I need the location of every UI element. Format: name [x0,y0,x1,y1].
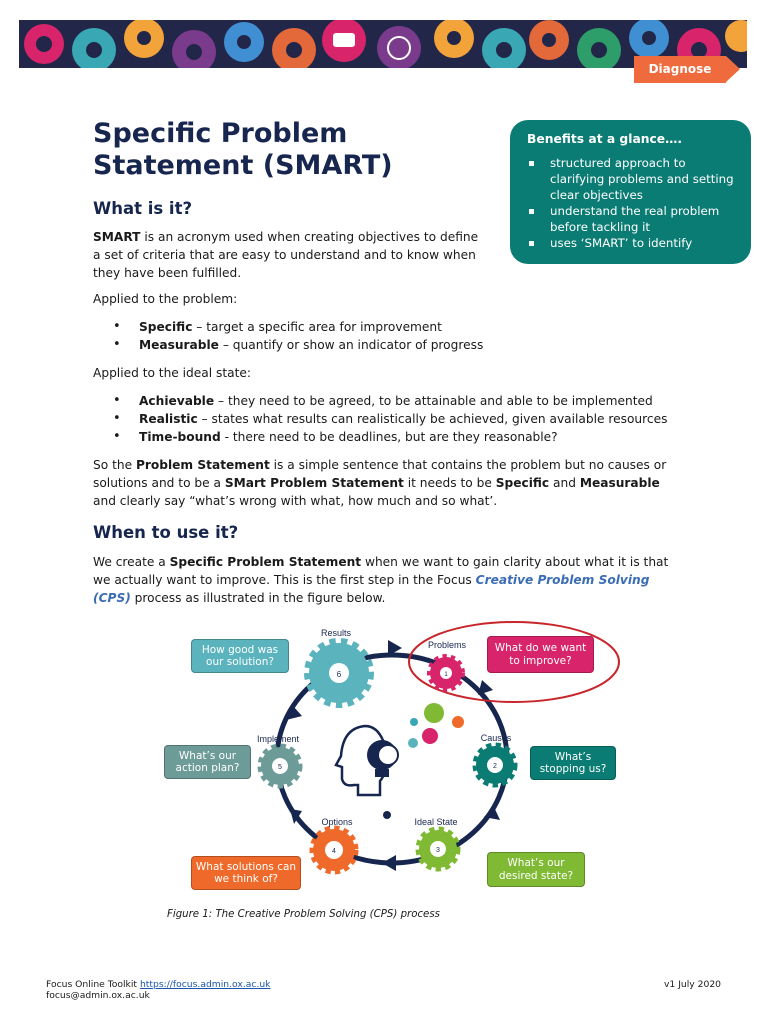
callout-results: How good was our solution? [191,639,289,673]
benefit-item: structured approach to clarifying problems and setting clear objectives [527,155,742,203]
criteria-term: Measurable [139,338,219,352]
gear-number: 6 [336,670,342,679]
summary-text: and [549,476,580,490]
gear-label-options: Options [321,817,353,827]
criteria-text: – target a specific area for improvement [192,320,442,334]
footer-left [46,979,271,1001]
gear-problems [428,640,467,689]
gear-label-ideal-state: Ideal State [414,817,458,827]
problem-criteria-list [93,318,483,354]
gear-causes [476,733,514,784]
footer-org: Focus Online Toolkit [46,979,138,990]
criteria-term: Specific [139,320,193,334]
when-text-part: process as illustrated in the figure below. [130,591,386,605]
criteria-item [93,428,667,446]
problem-statement-summary [93,456,683,510]
when-text [93,553,683,607]
summary-bold: Problem Statement [135,458,270,472]
benefits-box [510,120,751,264]
callout-causes: What’s stopping us? [530,746,616,780]
cps-link[interactable]: Creative Problem Solving (CPS) [93,573,650,605]
gear-label-problems: Problems [427,640,467,650]
arrow-icon [478,680,493,695]
head-lightbulb-icon [336,726,398,819]
what-heading: What is it? [93,199,193,218]
benefits-list [527,155,742,251]
criteria-text: – quantify or show an indicator of progress [218,338,484,352]
callout-problems: What do we want to improve? [487,636,594,673]
criteria-text: - there need to be deadlines, but are they reasonable? [220,430,558,444]
ideal-criteria-list [93,392,667,446]
smart-intro-text: is an acronym used when creating objectives to define a set of criteria that are easy to understand and to know when they have been fulfilled. [93,230,479,280]
benefit-item: understand the real problem before tackling it [527,203,742,235]
gear-options [313,817,355,871]
when-text-part: We create a [93,555,170,569]
summary-text: So the [93,458,136,472]
criteria-term: Time-bound [139,430,221,444]
gear-number: 2 [493,763,497,770]
benefits-title: Benefits at a glance…. [527,132,683,146]
footer-url-link[interactable]: https://focus.admin.ox.ac.uk [139,979,271,990]
ideal-label: Applied to the ideal state: [93,366,252,380]
summary-text: is a simple sentence that contains the problem but no causes or solutions and to be a [93,458,667,490]
smart-term: SMART [93,230,141,244]
smart-intro [93,228,488,282]
small-gears [408,703,464,748]
arrow-icon [382,855,396,871]
criteria-text: – they need to be agreed, to be attainable and able to be implemented [214,394,653,408]
summary-bold: Specific [495,476,550,490]
criteria-item [93,392,667,410]
diagnose-tag: Diagnose [634,56,726,83]
callout-ideal-state: What’s our desired state? [487,852,585,887]
footer-email: focus@admin.ox.ac.uk [46,990,150,1001]
gear-number: 1 [444,672,448,678]
criteria-item [93,410,667,428]
summary-bold: Measurable [579,476,660,490]
gear-label-implement: Implement [256,734,300,744]
gear-label-results: Results [320,628,352,638]
summary-bold: SMart Problem Statement [224,476,404,490]
when-heading: When to use it? [93,523,239,542]
gear-number: 4 [332,848,336,855]
criteria-term: Realistic [139,412,198,426]
callout-implement: What’s our action plan? [164,745,251,779]
gear-label-causes: Causes [480,733,512,743]
gear-number: 3 [436,847,440,854]
gear-implement [257,734,300,785]
gear-ideal-state [414,817,457,868]
footer-version: v1 July 2020 [664,979,722,990]
criteria-item [93,318,483,336]
when-bold: Specific Problem Statement [169,555,362,569]
benefit-item: uses ‘SMART’ to identify [527,235,742,251]
gear-results [309,628,369,703]
summary-text: and clearly say “what’s wrong with what, how much and so what’. [93,494,498,508]
criteria-term: Achievable [139,394,215,408]
criteria-text: – states what results can realistically be achieved, given available resources [197,412,668,426]
figure-caption: Figure 1: The Creative Problem Solving (CPS) process [167,909,440,920]
problem-label: Applied to the problem: [93,292,238,306]
callout-options: What solutions can we think of? [191,856,301,890]
page-title: Specific Problem Statement (SMART) [93,118,393,181]
criteria-item [93,336,483,354]
when-text-part: when we want to gain clarity about what it is that we actually want to improve. This is the first step in the Focus [93,555,669,587]
gear-number: 5 [278,764,282,771]
summary-text: it needs to be [403,476,496,490]
